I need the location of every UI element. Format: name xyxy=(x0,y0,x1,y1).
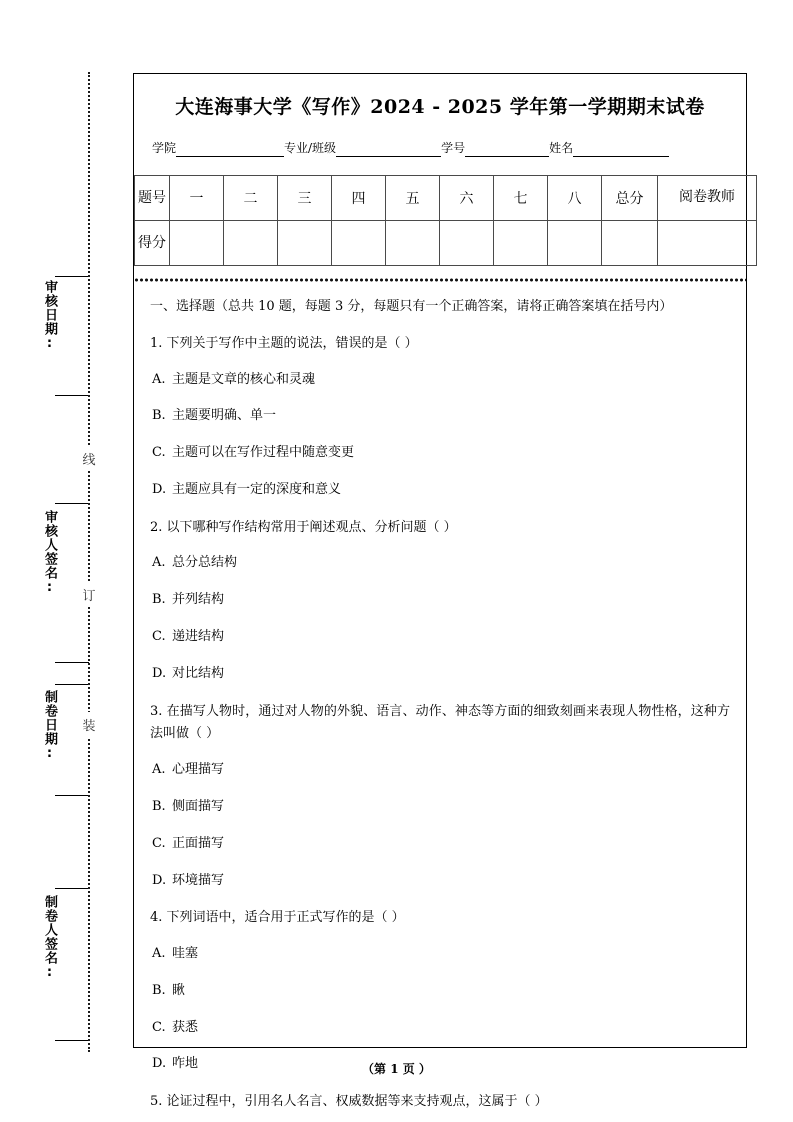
question-4-option-b[interactable] xyxy=(150,981,730,1002)
question-1-option-b-text: 主题要明确、单一 xyxy=(172,408,277,424)
question-4-option-c[interactable] xyxy=(150,1018,730,1039)
question-3-option-d[interactable] xyxy=(150,871,730,892)
question-1-option-a[interactable] xyxy=(150,370,730,391)
question-4 xyxy=(150,907,730,1075)
question-4-option-d-text: 咋地 xyxy=(172,1056,199,1072)
score-table-col-5: 五 xyxy=(386,176,440,221)
score-table-col-1: 一 xyxy=(170,176,224,221)
prepare-signature-label: 制卷人签名: xyxy=(42,895,57,981)
question-2-option-a-letter: A. xyxy=(152,555,166,571)
review-signature-label: 审核人签名: xyxy=(42,510,57,596)
review-date-rule-top xyxy=(55,276,89,282)
score-table-col-2: 二 xyxy=(224,176,278,221)
question-2-option-d[interactable] xyxy=(150,664,730,685)
left-margin-annotations xyxy=(0,0,120,1122)
info-blank-student-id[interactable] xyxy=(465,143,549,157)
score-cell-5[interactable] xyxy=(386,221,440,266)
question-3-option-b-letter: B. xyxy=(152,798,166,814)
question-1 xyxy=(150,333,730,501)
score-cell-6[interactable] xyxy=(440,221,494,266)
question-1-option-c[interactable] xyxy=(150,443,730,464)
question-4-option-c-text: 获悉 xyxy=(172,1019,199,1035)
question-3-option-d-text: 环境描写 xyxy=(172,872,225,888)
question-4-option-c-letter: C. xyxy=(152,1019,166,1035)
score-table-col-7: 七 xyxy=(494,176,548,221)
question-4-option-a-letter: A. xyxy=(152,946,166,962)
question-5-stem: 5. 论证过程中，引用名人名言、权威数据等来支持观点，这属于（ ） xyxy=(150,1094,548,1110)
prepare-signature-rule-bottom xyxy=(55,1040,89,1041)
prepare-date-rule-top xyxy=(55,684,89,685)
info-field-name xyxy=(549,139,669,157)
page-title: 大连海事大学《写作》2024 - 2025 学年第一学期期末试卷 xyxy=(175,96,705,118)
info-blank-name[interactable] xyxy=(573,143,669,157)
info-label-name: 姓名 xyxy=(549,141,574,155)
question-1-option-d-text: 主题应具有一定的深度和意义 xyxy=(172,481,342,497)
score-cell-total[interactable] xyxy=(602,221,658,266)
question-3-option-d-letter: D. xyxy=(152,872,167,888)
question-2-option-a[interactable] xyxy=(150,553,730,574)
question-body xyxy=(134,282,746,1114)
question-1-option-d[interactable] xyxy=(150,480,730,501)
score-table-col-teacher: 阅卷教师 xyxy=(658,176,757,221)
question-4-option-d-letter: D. xyxy=(152,1056,167,1072)
question-4-option-b-letter: B. xyxy=(152,982,166,998)
question-2-option-b[interactable] xyxy=(150,590,730,611)
score-table xyxy=(134,175,757,266)
question-3-option-c-letter: C. xyxy=(152,835,166,851)
prepare-signature-rule-top xyxy=(55,888,89,889)
question-3-option-c[interactable] xyxy=(150,834,730,855)
question-2-option-c-text: 递进结构 xyxy=(172,629,225,645)
score-table-row-label-question: 题号 xyxy=(135,176,170,221)
question-1-stem: 1. 下列关于写作中主题的说法，错误的是（ ） xyxy=(150,335,418,351)
question-1-option-c-letter: C. xyxy=(152,445,166,461)
question-3-option-a-text: 心理描写 xyxy=(172,762,225,778)
info-field-college xyxy=(152,139,284,157)
question-2 xyxy=(150,517,730,685)
review-date-rule-bottom xyxy=(55,395,89,396)
question-2-option-b-letter: B. xyxy=(152,592,166,608)
question-2-stem: 2. 以下哪种写作结构常用于阐述观点、分析问题（ ） xyxy=(150,519,457,535)
info-blank-major-class[interactable] xyxy=(336,143,441,157)
question-1-option-b[interactable] xyxy=(150,406,730,427)
question-4-option-a-text: 哇塞 xyxy=(172,946,199,962)
question-1-option-a-letter: A. xyxy=(152,371,166,387)
question-3-stem: 3. 在描写人物时，通过对人物的外貌、语言、动作、神态等方面的细致刻画来表现人物性格，这种方法叫做（ ） xyxy=(150,703,730,742)
score-table-col-6: 六 xyxy=(440,176,494,221)
fold-mark-bind: 订 xyxy=(79,582,99,607)
info-label-college: 学院 xyxy=(152,141,177,155)
question-3-option-a[interactable] xyxy=(150,760,730,781)
prepare-date-rule-bottom xyxy=(55,795,89,796)
question-1-option-c-text: 主题可以在写作过程中随意变更 xyxy=(172,445,355,461)
question-5 xyxy=(150,1091,730,1114)
question-3-option-b[interactable] xyxy=(150,797,730,818)
question-4-option-a[interactable] xyxy=(150,944,730,965)
info-blank-college[interactable] xyxy=(176,143,284,157)
review-signature-rule-bottom xyxy=(55,662,89,663)
score-cell-1[interactable] xyxy=(170,221,224,266)
question-1-option-b-letter: B. xyxy=(152,408,166,424)
section-heading: 一、选择题（总共 10 题，每题 3 分，每题只有一个正确答案，请将正确答案填在括号内） xyxy=(150,299,673,314)
question-1-option-d-letter: D. xyxy=(152,481,167,497)
score-table-value-row xyxy=(135,221,757,266)
question-2-option-b-text: 并列结构 xyxy=(172,592,225,608)
info-label-student-id: 学号 xyxy=(441,141,466,155)
binding-fold-line xyxy=(88,72,90,1052)
score-cell-3[interactable] xyxy=(278,221,332,266)
review-signature-rule-top xyxy=(55,503,89,504)
info-field-major-class xyxy=(284,139,441,157)
question-2-option-d-text: 对比结构 xyxy=(172,665,225,681)
score-cell-teacher[interactable] xyxy=(658,221,757,266)
info-label-major-class: 专业/班级 xyxy=(284,141,337,155)
score-table-col-4: 四 xyxy=(332,176,386,221)
score-table-col-3: 三 xyxy=(278,176,332,221)
score-table-header-row xyxy=(135,176,757,221)
review-date-label: 审核日期: xyxy=(42,280,57,352)
score-cell-7[interactable] xyxy=(494,221,548,266)
question-4-stem: 4. 下列词语中，适合用于正式写作的是（ ） xyxy=(150,910,405,926)
question-4-option-b-text: 瞅 xyxy=(172,982,186,998)
question-3-option-b-text: 侧面描写 xyxy=(172,798,225,814)
score-table-row-label-score: 得分 xyxy=(135,221,170,266)
prepare-date-label: 制卷日期: xyxy=(42,690,57,762)
student-info-row xyxy=(152,139,728,157)
question-3-option-a-letter: A. xyxy=(152,762,166,778)
score-table-col-8: 八 xyxy=(548,176,602,221)
question-3-option-c-text: 正面描写 xyxy=(172,835,225,851)
question-3 xyxy=(150,701,730,892)
score-cell-8[interactable] xyxy=(548,221,602,266)
question-2-option-c-letter: C. xyxy=(152,629,166,645)
fold-mark-line: 线 xyxy=(79,446,99,471)
score-cell-4[interactable] xyxy=(332,221,386,266)
question-1-option-a-text: 主题是文章的核心和灵魂 xyxy=(172,371,316,387)
question-2-option-c[interactable] xyxy=(150,627,730,648)
question-2-option-d-letter: D. xyxy=(152,665,167,681)
page-footer: （第 1 页 ） xyxy=(362,1062,431,1076)
question-2-option-a-text: 总分总结构 xyxy=(172,555,238,571)
info-field-student-id xyxy=(441,139,549,157)
score-table-col-total: 总分 xyxy=(602,176,658,221)
fold-mark-pack: 装 xyxy=(79,712,99,737)
score-cell-2[interactable] xyxy=(224,221,278,266)
